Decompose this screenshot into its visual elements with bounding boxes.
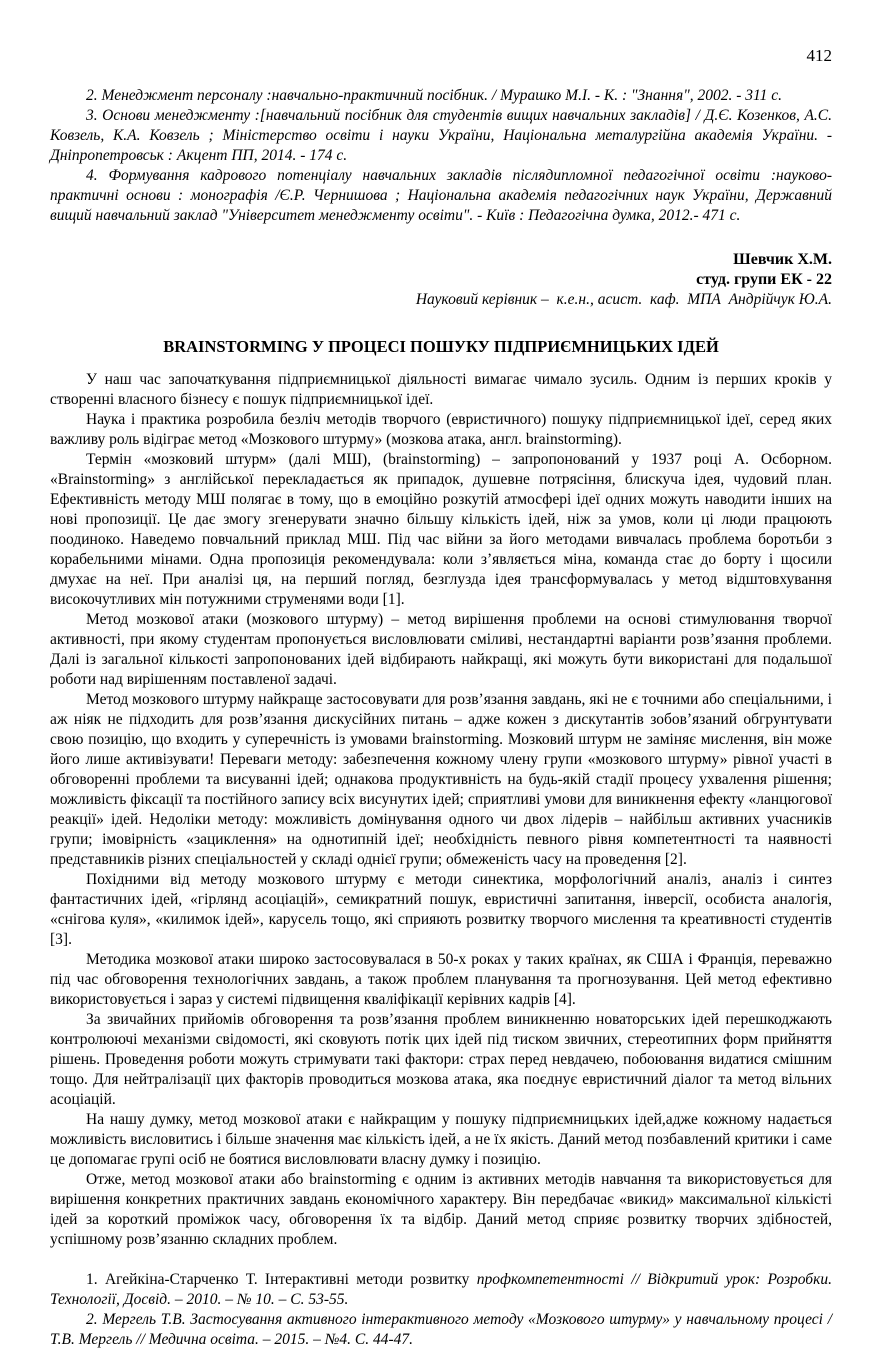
body-paragraph: Термін «мозковий штурм» (далі МШ), (brainstorming) – запропонований у 1937 році А. Осборном. «Brainstorming» з англійської перекладається як припадок, душевне потрясіння, блискуча ідея, чудовий план. Ефективність методу МШ полягає в тому, що в емоційно розкутій атмосфері ідеї одних можуть наводити інших на нові пропозиції. Це дає змогу згенерувати значно більшу кількість ідей, ніж за умов, коли ці люди працюють поодиноко. Наведемо повчальний приклад МШ. Під час війни за його методами вивчалась проблема боротьби з корабельними мінами. Одна пропозиція рекомендувала: коли з’являється міна, команда стає до борту і щосили дмухає на неї. При аналізі ця, на перший погляд, безглузда ідея трансформувалась у метод відштовхування високочутливих мін потужними струменями води [1]. [50, 451, 832, 608]
reference-text: 1. Агейкіна-Старченко Т. Інтерактивні методи розвитку [86, 1271, 477, 1288]
body-paragraph: Наука і практика розробила безліч методів творчого (евристичного) пошуку підприємницької ідеї, серед яких важливу роль відіграє метод «Мозкового штурму» (мозкова атака, англ. brainstorming). [50, 411, 832, 448]
bottom-reference-list [50, 1270, 832, 1350]
reference-item: 2. Мергель Т.В. Застосування активного інтерактивного методу «Мозкового штурму» у навчальному процесі / Т.В. Мергель // Медична освіта. – 2015. – №4. С. 44-47. [50, 1311, 832, 1348]
body-paragraph: За звичайних прийомів обговорення та розв’язання проблем виникненню новаторських ідей перешкоджають контролюючі механізми свідомості, які сковують потік цих ідей під тиском звичних, стереотипних форм прийняття рішень. Проведення роботи можуть стримувати такі фактори: страх перед невдачею, побоювання видатися смішним тощо. Для нейтралізації цих факторів проводиться мозкова атака, яка поєднує евристичний діалог та метод вільних асоціацій. [50, 1011, 832, 1108]
author-group: студ. групи ЕК - 22 [696, 271, 832, 288]
paper-title: BRAINSTORMING У ПРОЦЕСІ ПОШУКУ ПІДПРИЄМНИЦЬКИХ ІДЕЙ [163, 337, 719, 356]
reference-text-italic: профкомпетентності // Відкритий урок: Розробки. Технології, Досвід. – 2010. – № 10. – С. 53-55. [50, 1271, 832, 1308]
supervisor-line: Науковий керівник – к.е.н., асист. каф. МПА Андрійчук Ю.А. [415, 291, 832, 308]
body-paragraph: Метод мозкового штурму найкраще застосовувати для розв’язання завдань, які не є точними або спеціальними, і аж ніяк не підходить для розв’язання дискусійних питань – адже кожен з дискутантів зобов’язаний обгрунтувати свою позицію, що входить у суперечність із умовами brainstorming. Мозковий штурм не заміняє мислення, він може його лише активізувати! Переваги методу: забезпечення кожному члену групи «мозкового штурму» рівної участі в обговоренні проблеми та висуванні ідей; однакова продуктивність на будь-якій стадії процесу ухвалення рішення; можливість фіксації та постійного запису всіх висунутих ідей; сприятливі умови для виникнення ефекту «ланцюгової реакції» ідей. Недоліки методу: можливість домінування одного чи двох лідерів – найбільш активних учасників групи; імовірність «зациклення» на однотипній ідеї; необхідність певного рівня компетентності та наявності представників різних спеціальностей у складі однієї групи; обмеженість часу на проведення [2]. [50, 691, 832, 868]
body-paragraph: У наш час започаткування підприємницької діяльності вимагає чимало зусиль. Одним із перших кроків у створенні власного бізнесу є пошук підприємницької ідеї. [50, 371, 832, 408]
top-reference-list [50, 0, 832, 226]
reference-item: 2. Менеджмент персоналу :навчально-практичний посібник. / Мурашко М.І. - К. : "Знання", 2002. - 311 с. [86, 87, 782, 104]
body-paragraph: Отже, метод мозкової атаки або brainstorming є одним із активних методів навчання та використовується для вирішення конкретних практичних завдань економічного характеру. Він передбачає «викид» максимальної кількісті ідей за короткий проміжок часу, обговорення їх та відбір. Даний метод сприяє розвитку творчих здібностей, успішному розв’язанню складних проблем. [50, 1171, 832, 1248]
author-block [50, 250, 832, 310]
reference-item: 3. Основи менеджменту :[навчальний посібник для студентів вищих навчальних закладів] / Д.Є. Козенков, А.С. Ковзель, К.А. Ковзель ; Міністерство освіти і науки України, Національна металургійна академія України. - Дніпропетровськ : Акцент ПП, 2014. - 174 с. [50, 107, 832, 164]
paper-body [50, 370, 832, 1250]
body-paragraph: На нашу думку, метод мозкової атаки є найкращим у пошуку підприємницьких ідей,адже кожному надається можливість висловитись і більше значення має кількість ідей, а не їх якість. Даний метод позбавлений критики і саме це допомагає групі осіб не боятися висловлювати власну думку і позицію. [50, 1111, 832, 1168]
reference-item [50, 1270, 832, 1310]
page-number: 412 [806, 46, 832, 65]
body-paragraph: Метод мозкової атаки (мозкового штурму) – метод вирішення проблеми на основі стимулювання творчої активності, при якому студентам пропонується висловлювати сміливі, нестандартні варіанти розв’язання проблеми. Далі із загальної кількості запропонованих ідей відбирають найкращі, які можуть бути використані для подальшої роботи над вирішенням поставленої задачі. [50, 611, 832, 688]
author-name: Шевчик Х.М. [733, 251, 832, 268]
body-paragraph: Похідними від методу мозкового штурму є методи синектика, морфологічний аналіз, аналіз і синтез фантастичних ідей, «гірлянд асоціацій», семикратний пошук, евристичні запитання, інверсії, особиста аналогія, «снігова куля», «килимок ідей», карусель тощо, які сприяють розвитку творчого мислення та креативності студентів [3]. [50, 871, 832, 948]
body-paragraph: Методика мозкової атаки широко застосовувалася в 50-х роках у таких країнах, як США і Франція, переважно під час обговорення технологічних завдань, а також проблем планування та прогнозування. Цей метод ефективно використовується і зараз у системі підвищення кваліфікації керівних кадрів [4]. [50, 951, 832, 1008]
reference-item: 4. Формування кадрового потенціалу навчальних закладів післядипломної педагогічної освіти :науково-практичні основи : монографія /Є.Р. Чернишова ; Національна академія педагогічних наук України, Державний вищий навчальний заклад "Університет менеджменту освіти". - Київ : Педагогічна думка, 2012.- 471 с. [50, 167, 832, 224]
